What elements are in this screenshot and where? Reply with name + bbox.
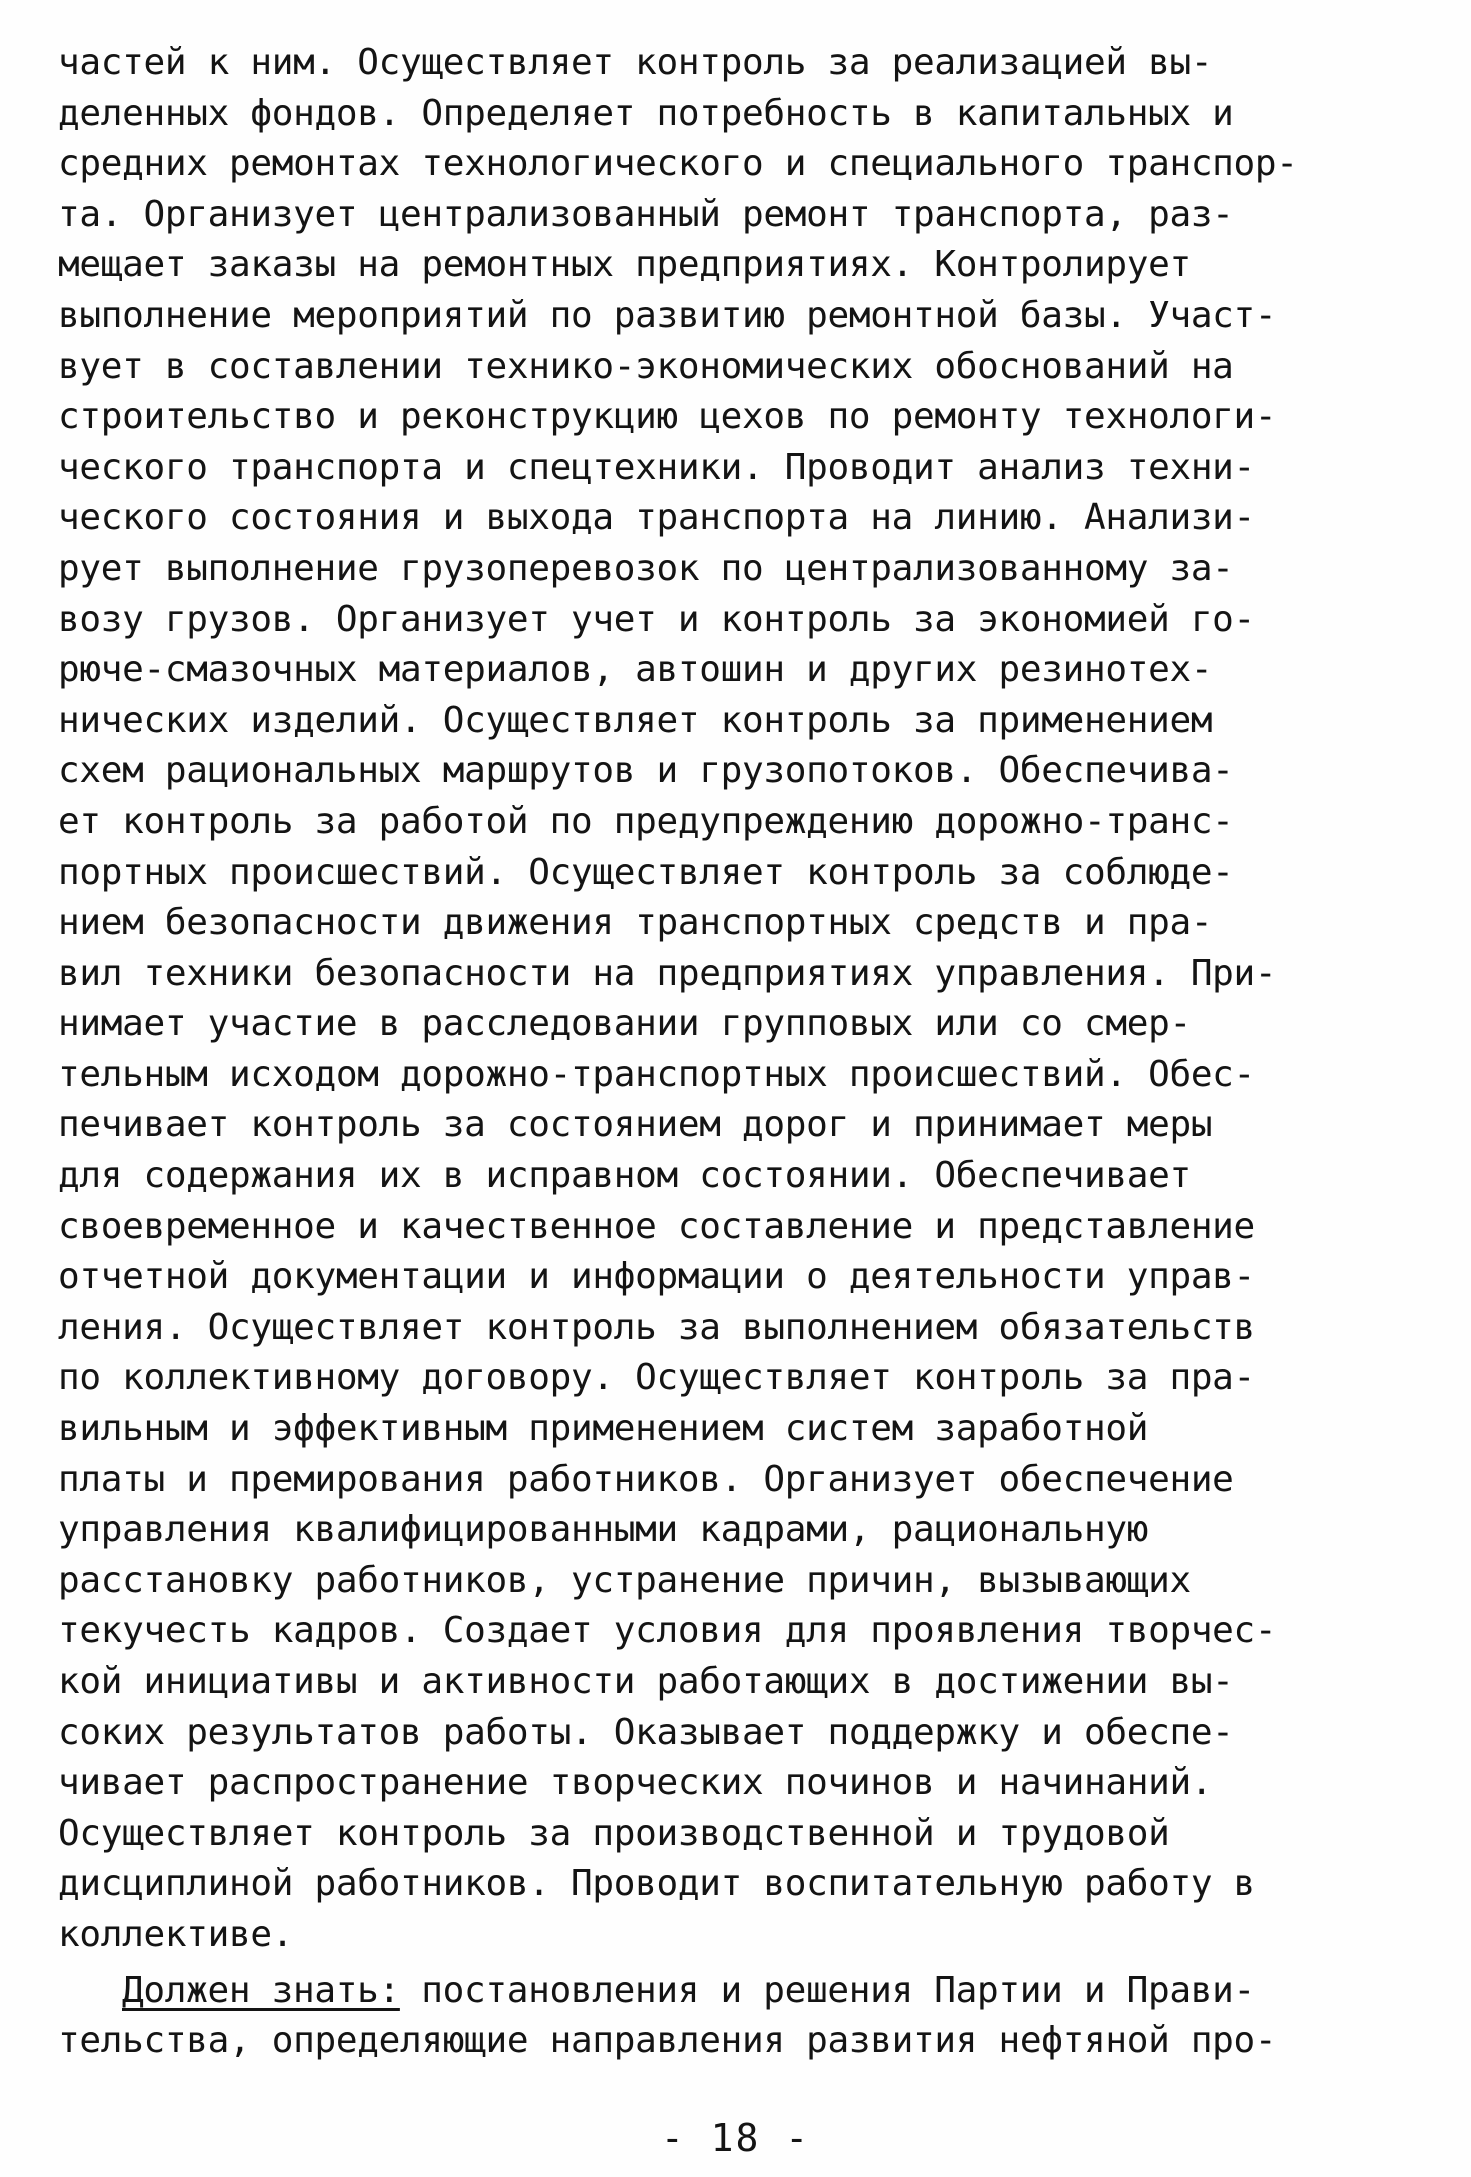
- text-line: отчетной документации и информации о деятельности управ-: [58, 1256, 1255, 1298]
- text-line: кой инициативы и активности работающих в достижении вы-: [58, 1661, 1234, 1702]
- text-line: частей к ним. Осуществляет контроль за реализацией вы-: [58, 42, 1213, 83]
- knowledge-section: [58, 1966, 1438, 2066]
- text-line: для содержания их в исправном состоянии. Обеспечивает: [58, 1155, 1191, 1197]
- text-line: чивает распространение творческих починов и начинаний.: [58, 1762, 1213, 1804]
- text-line: по коллективному договору. Осуществляет контроль за пра-: [58, 1357, 1255, 1399]
- text-line: выполнение мероприятий по развитию ремонтной базы. Участ-: [58, 294, 1277, 336]
- text-line: текучесть кадров. Создает условия для проявления творчес-: [58, 1610, 1277, 1652]
- section-text: постановления и решения Партии и Прави-: [399, 1970, 1255, 2011]
- text-line: соких результатов работы. Оказывает поддержку и обеспе-: [58, 1711, 1234, 1753]
- text-line: рюче-смазочных материалов, автошин и других резинотех-: [58, 649, 1213, 691]
- text-line: тельным исходом дорожно-транспортных происшествий. Обес-: [58, 1053, 1255, 1095]
- text-line: платы и премирования работников. Организует обеспечение: [58, 1458, 1234, 1500]
- text-line: вильным и эффективным применением систем заработной: [58, 1408, 1149, 1450]
- text-line: портных происшествий. Осуществляет контроль за соблюде-: [58, 851, 1234, 893]
- text-line: печивает контроль за состоянием дорог и принимает меры: [58, 1104, 1213, 1146]
- text-line: ческого состояния и выхода транспорта на линию. Анализи-: [58, 497, 1255, 539]
- text-line: рует выполнение грузоперевозок по централизованному за-: [58, 547, 1234, 589]
- text-line: своевременное и качественное составление и представление: [58, 1205, 1255, 1247]
- text-line: строительство и реконструкцию цехов по ремонту технологи-: [58, 396, 1277, 438]
- text-line: схем рациональных маршрутов и грузопотоков. Обеспечива-: [58, 750, 1234, 792]
- text-line: расстановку работников, устранение причин, вызывающих: [58, 1559, 1191, 1601]
- page-number: - 18 -: [660, 2116, 811, 2160]
- text-line: нических изделий. Осуществляет контроль за применением: [58, 699, 1213, 741]
- body-text: [58, 38, 1438, 1961]
- text-line: мещает заказы на ремонтных предприятиях. Контролирует: [58, 244, 1191, 286]
- text-line: средних ремонтах технологического и специального транспор-: [58, 143, 1298, 185]
- text-line: вует в составлении технико-экономических обоснований на: [58, 345, 1234, 387]
- section-first-line: [58, 1966, 1438, 2016]
- text-line: нимает участие в расследовании групповых или со смер-: [58, 1003, 1191, 1045]
- text-line: нием безопасности движения транспортных средств и пра-: [58, 902, 1213, 944]
- text-line: дисциплиной работников. Проводит воспитательную работу в: [58, 1863, 1255, 1905]
- text-line: ления. Осуществляет контроль за выполнением обязательств: [58, 1306, 1255, 1348]
- section-term: Должен знать:: [122, 1970, 400, 2011]
- text-line: возу грузов. Организует учет и контроль за экономией го-: [58, 598, 1255, 640]
- text-line: ет контроль за работой по предупреждению дорожно-транс-: [58, 800, 1234, 842]
- text-line: Осуществляет контроль за производственной и трудовой: [58, 1812, 1170, 1854]
- text-line: та. Организует централизованный ремонт транспорта, раз-: [58, 193, 1234, 235]
- text-line: ческого транспорта и спецтехники. Проводит анализ техни-: [58, 446, 1255, 488]
- text-line: деленных фондов. Определяет потребность в капитальных и: [58, 92, 1234, 134]
- text-line: тельства, определяющие направления развития нефтяной про-: [58, 2020, 1277, 2061]
- text-line: вил техники безопасности на предприятиях управления. При-: [58, 952, 1277, 994]
- text-line: коллективе.: [58, 1913, 294, 1955]
- text-line: управления квалифицированными кадрами, рациональную: [58, 1509, 1149, 1551]
